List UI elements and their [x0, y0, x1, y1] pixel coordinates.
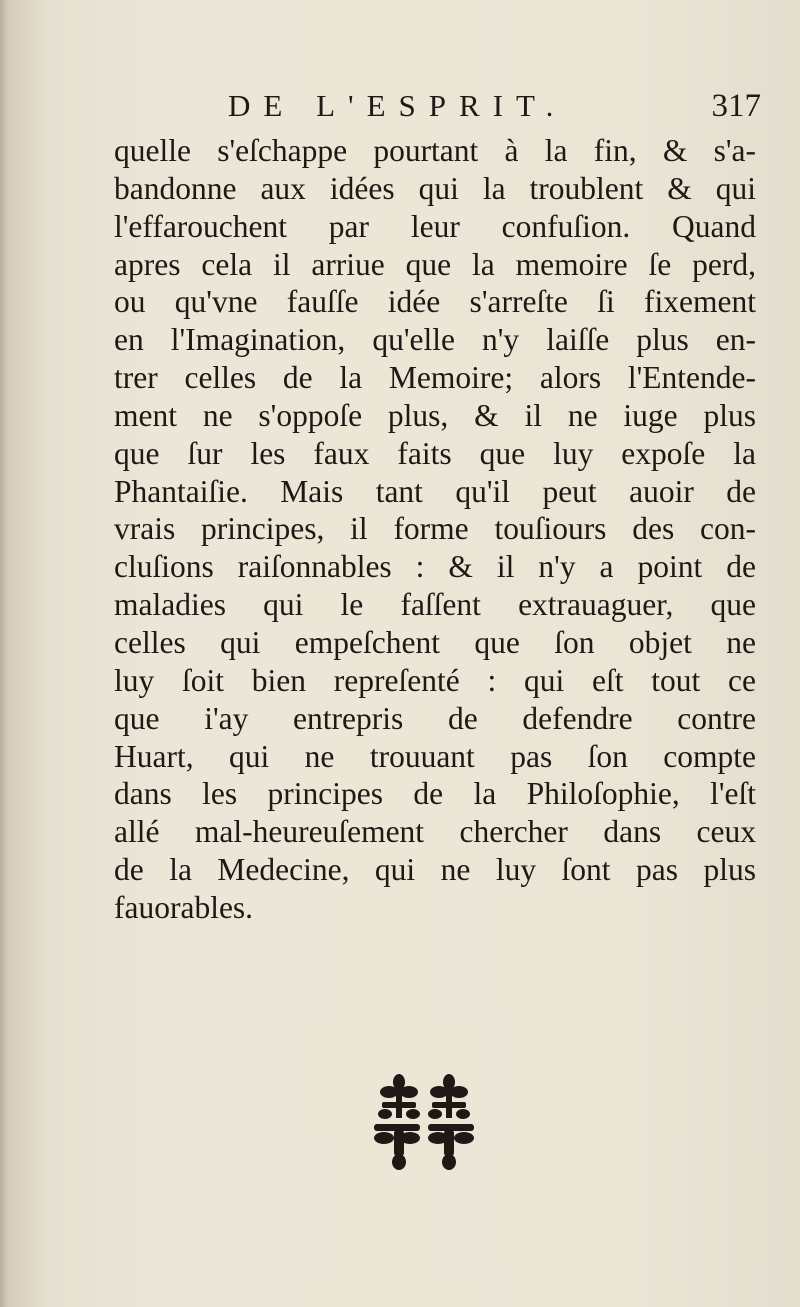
text-line: en l'Imagination, qu'elle n'y laiſſe plus en-	[114, 322, 756, 358]
text-line: cluſions raiſonnables : & il n'y a point de	[114, 549, 756, 585]
text-line: Phantaiſie. Mais tant qu'il peut auoir de	[114, 473, 756, 509]
text-line: apres cela il arriue que la memoire ſe perd,	[114, 246, 756, 282]
fleuron-ornament-icon	[372, 1072, 476, 1172]
text-line: maladies qui le faſſent extrauaguer, que	[114, 587, 756, 623]
text-line: luy ſoit bien repreſenté : qui eſt tout ce	[114, 662, 756, 698]
text-line: dans les principes de la Philoſophie, l'eſt	[114, 776, 756, 812]
text-line: que ſur les faux faits que luy expoſe la	[114, 435, 756, 471]
text-line: bandonne aux idées qui la troublent & qui	[114, 170, 756, 206]
text-line: vrais principes, il forme touſiours des con-	[114, 511, 756, 547]
text-line: de la Medecine, qui ne luy ſont pas plus	[114, 852, 756, 888]
page-number: 317	[711, 88, 761, 124]
text-line: Huart, qui ne trouuant pas ſon compte	[114, 738, 756, 774]
text-line: l'effarouchent par leur confuſion. Quand	[114, 208, 756, 244]
text-line: fauorables.	[114, 889, 254, 925]
body-text	[114, 132, 756, 927]
text-line: ou qu'vne fauſſe idée s'arreſte ſi fixement	[114, 284, 756, 320]
text-line: celles qui empeſchent que ſon objet ne	[114, 624, 756, 660]
running-head	[115, 88, 775, 128]
page-gutter-edge	[0, 0, 10, 1307]
text-line: quelle s'eſchappe pourtant à la fin, & s'a-	[114, 133, 756, 168]
text-line: que i'ay entrepris de defendre contre	[114, 700, 756, 736]
text-line: allé mal-heureuſement chercher dans ceux	[114, 814, 756, 850]
text-line: trer celles de la Memoire; alors l'Entende-	[114, 360, 756, 396]
text-line: ment ne s'oppoſe plus, & il ne iuge plus	[114, 397, 756, 433]
running-title: DE L'ESPRIT.	[228, 88, 567, 123]
